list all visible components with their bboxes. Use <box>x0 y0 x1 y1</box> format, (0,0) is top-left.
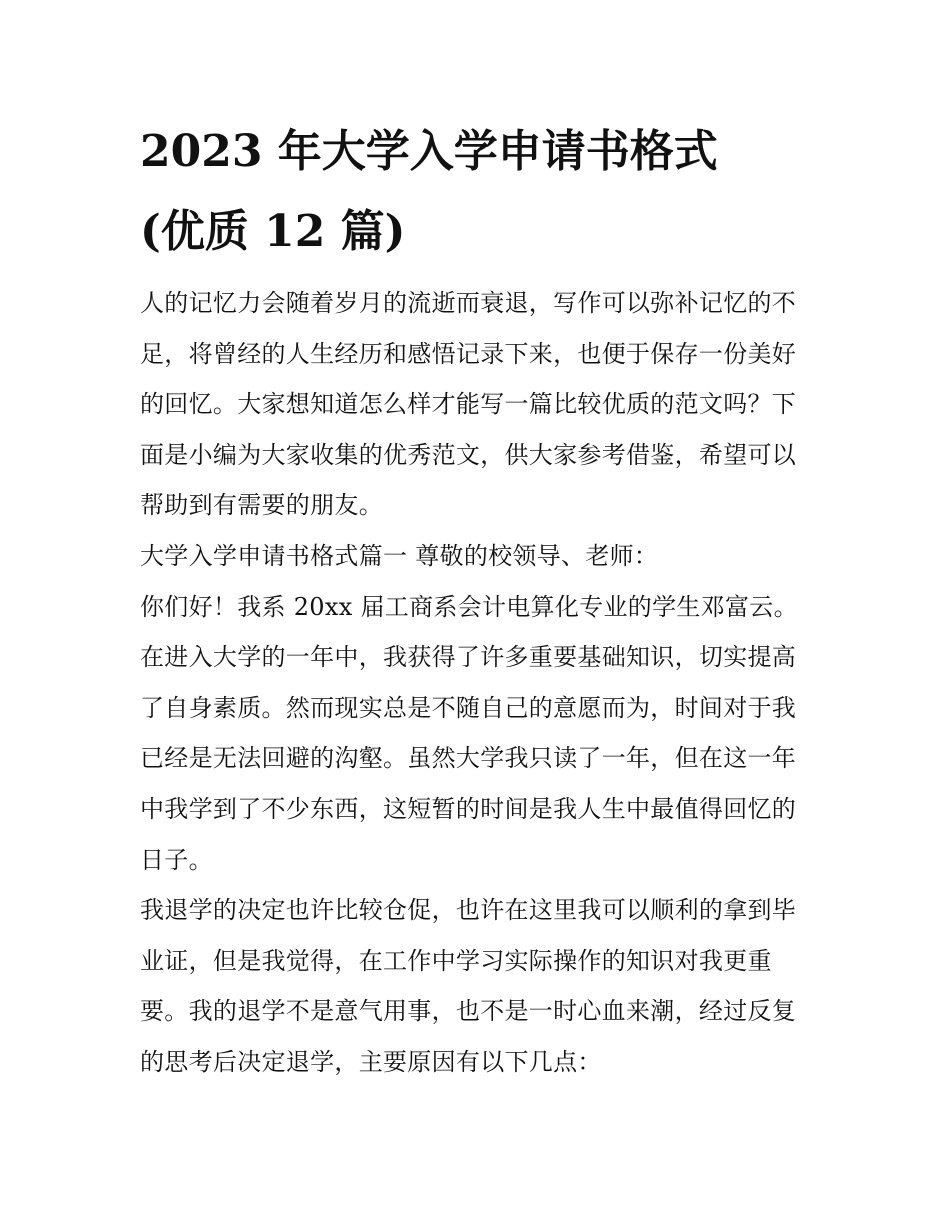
body-line: 已经是无法回避的沟壑。虽然大学我只读了一年，但在这一年 <box>140 744 797 773</box>
body-line: 在进入大学的一年中，我获得了许多重要基础知识，切实提高 <box>140 643 797 672</box>
body-line: 的回忆。大家想知道怎么样才能写一篇比较优质的范文吗？下 <box>140 390 797 419</box>
title-line-1: 2023 年大学入学申请书格式 <box>140 126 718 177</box>
body-line: 你们好！我系 20xx 届工商系会计电算化专业的学生邓富云。 <box>140 592 798 621</box>
section-heading-line: 大学入学申请书格式篇一 尊敬的校领导、老师： <box>140 541 659 570</box>
body-line: 日子。 <box>140 845 213 874</box>
body-line: 要。我的退学不是意气用事，也不是一时心血来潮，经过反复 <box>140 997 797 1026</box>
body-line: 了自身素质。然而现实总是不随自己的意愿而为，时间对于我 <box>140 693 797 722</box>
document-body <box>140 278 820 1088</box>
body-line: 我退学的决定也许比较仓促，也许在这里我可以顺利的拿到毕 <box>140 896 797 925</box>
title-line-2: (优质 12 篇) <box>140 206 406 257</box>
body-line: 的思考后决定退学，主要原因有以下几点： <box>140 1047 602 1076</box>
body-line: 业证，但是我觉得，在工作中学习实际操作的知识对我更重 <box>140 946 772 975</box>
body-line: 中我学到了不少东西，这短暂的时间是我人生中最值得回忆的 <box>140 794 797 823</box>
body-line: 帮助到有需要的朋友。 <box>140 491 383 520</box>
body-line: 面是小编为大家收集的优秀范文，供大家参考借鉴，希望可以 <box>140 440 797 469</box>
body-line: 人的记忆力会随着岁月的流逝而衰退，写作可以弥补记忆的不 <box>140 289 797 317</box>
body-line: 足，将曾经的人生经历和感悟记录下来，也便于保存一份美好 <box>140 339 797 368</box>
document-title <box>140 112 820 272</box>
